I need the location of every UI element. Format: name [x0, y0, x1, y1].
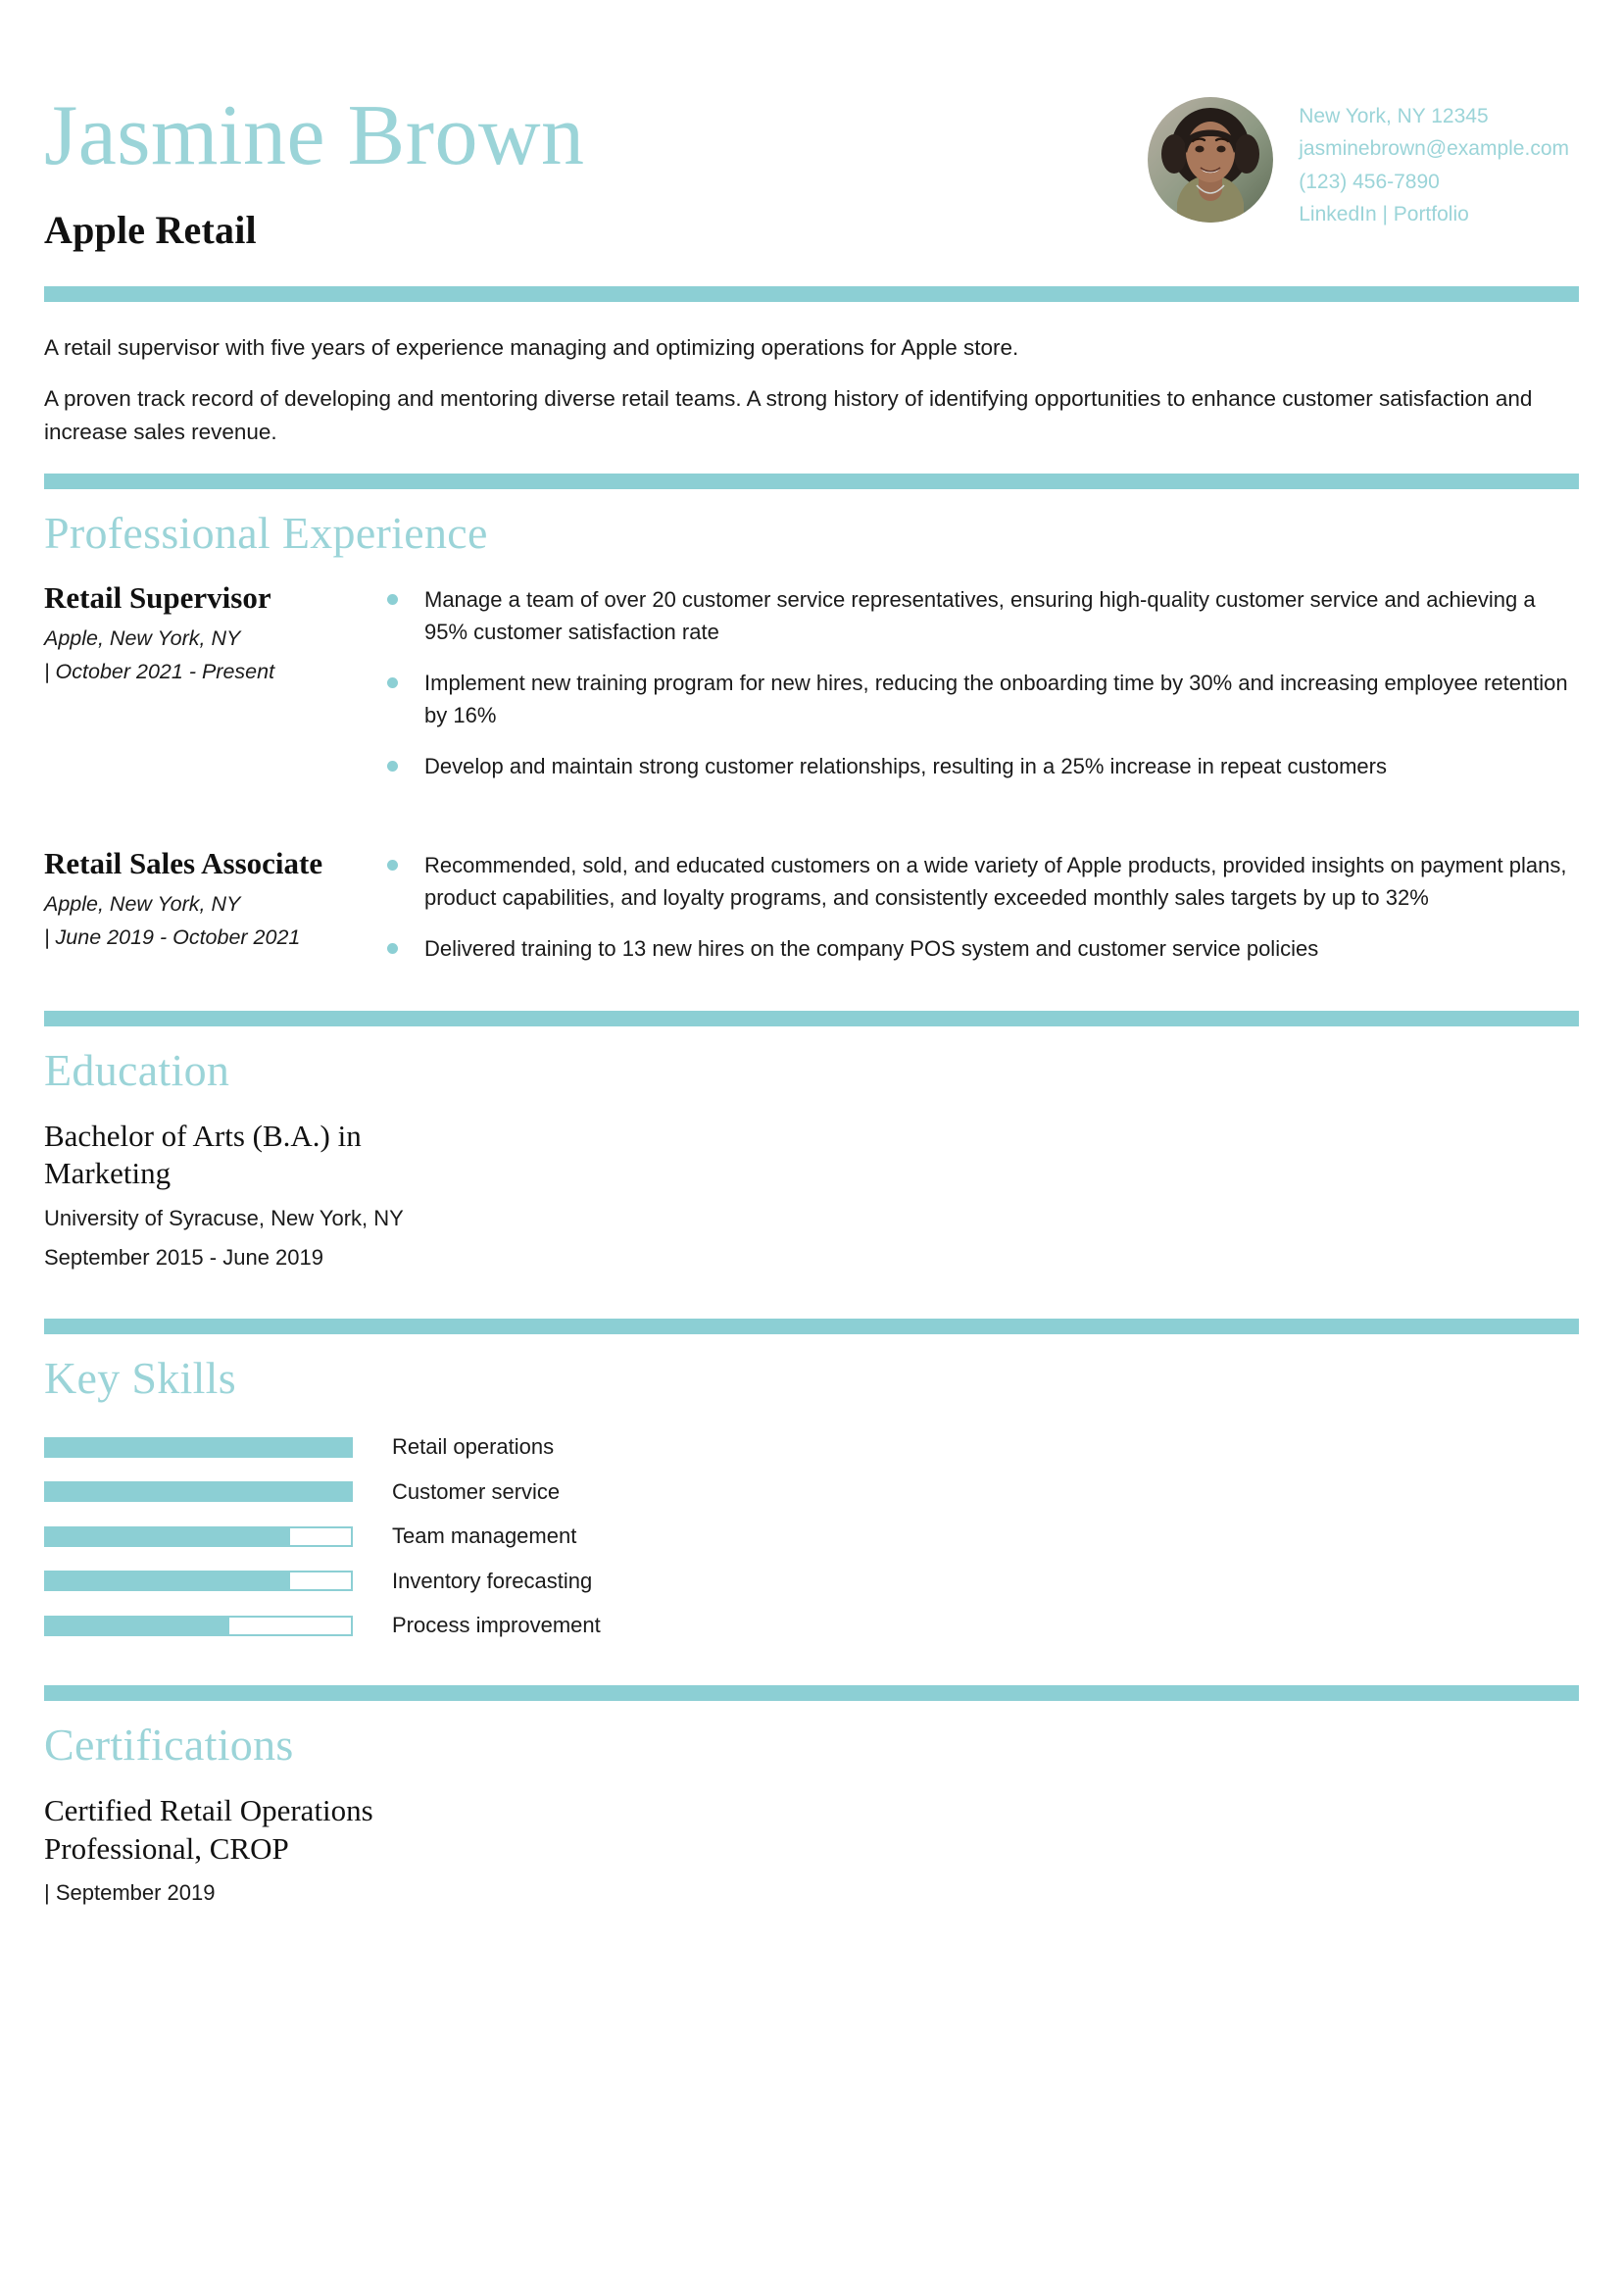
contact-links[interactable]: LinkedIn | Portfolio	[1299, 203, 1469, 226]
bullet-dot-icon	[387, 677, 398, 688]
skill-item	[44, 1612, 1579, 1640]
bullet-dot-icon	[387, 943, 398, 954]
header-subtitle: Apple Retail	[44, 208, 257, 252]
page-title: Jasmine Brown	[44, 88, 585, 183]
experience-heading: Professional Experience	[44, 508, 488, 559]
bullet-item	[387, 668, 1579, 731]
experience-meta	[44, 846, 387, 952]
spacer	[44, 821, 1579, 846]
contact-details	[1299, 97, 1569, 228]
skill-level-fill	[46, 1439, 351, 1456]
skill-level-bar	[44, 1481, 353, 1502]
skill-level-fill	[46, 1572, 290, 1589]
skill-level-bar	[44, 1526, 353, 1547]
bullet-dot-icon	[387, 594, 398, 605]
spacer	[44, 253, 1579, 286]
skills-list	[44, 1425, 1579, 1640]
skill-level-fill	[46, 1528, 290, 1545]
bullet-text: Recommended, sold, and educated customers on a wide variety of Apple products, provided insights on payment plans, product capabilities, and loyalty programs, and consistently exceeded monthly sales targets by up to 32%	[424, 852, 1567, 910]
header-identity	[44, 83, 585, 253]
education-dates: September 2015 - June 2019	[44, 1245, 323, 1271]
experience-role: Retail Sales Associate	[44, 845, 323, 880]
bullet-item	[387, 933, 1579, 966]
skill-item	[44, 1568, 1579, 1596]
divider-header	[44, 286, 1579, 302]
skill-label: Process improvement	[392, 1613, 601, 1638]
divider-experience	[44, 474, 1579, 489]
skill-level-bar	[44, 1437, 353, 1458]
experience-bullets	[387, 846, 1579, 966]
bullet-text: Implement new training program for new hires, reducing the onboarding time by 30% and increasing employee retention by 16%	[424, 671, 1568, 727]
experience-entry	[44, 846, 1579, 966]
avatar	[1148, 97, 1273, 223]
skill-item	[44, 1478, 1579, 1507]
certifications-section	[44, 1701, 1579, 1909]
skill-level-bar	[44, 1616, 353, 1636]
experience-company: Apple, New York, NY	[44, 625, 241, 650]
bullet-item	[387, 584, 1579, 648]
skills-heading: Key Skills	[44, 1352, 236, 1403]
divider-skills	[44, 1319, 1579, 1334]
bullet-item	[387, 850, 1579, 914]
bullet-dot-icon	[387, 761, 398, 772]
contact-phone[interactable]: (123) 456-7890	[1299, 170, 1440, 193]
certification-date: | September 2019	[44, 1880, 216, 1906]
bullet-text: Delivered training to 13 new hires on the company POS system and customer service policies	[424, 936, 1319, 962]
skill-label: Retail operations	[392, 1433, 555, 1459]
divider-education	[44, 1011, 1579, 1026]
divider-certifications	[44, 1685, 1579, 1701]
summary-section	[44, 302, 1579, 474]
experience-entry	[44, 580, 1579, 783]
certification-name: Certified Retail Operations Professional, CROP	[44, 1792, 373, 1866]
skill-item	[44, 1433, 1579, 1462]
experience-section	[44, 489, 1579, 965]
skills-section	[44, 1334, 1579, 1640]
bullet-text: Develop and maintain strong customer relationships, resulting in a 25% increase in repeat customers	[424, 754, 1387, 779]
skill-item	[44, 1522, 1579, 1551]
skill-label: Inventory forecasting	[392, 1568, 593, 1593]
skill-level-fill	[46, 1618, 229, 1634]
certifications-heading: Certifications	[44, 1719, 294, 1770]
contact-location: New York, NY 12345	[1299, 105, 1489, 127]
spacer	[44, 1273, 1579, 1319]
skill-level-fill	[46, 1483, 351, 1500]
education-section	[44, 1026, 1579, 1273]
experience-company: Apple, New York, NY	[44, 891, 241, 916]
contact-email[interactable]: jasminebrown@example.com	[1299, 137, 1569, 161]
spacer	[44, 1640, 1579, 1685]
bullet-text: Manage a team of over 20 customer service representatives, ensuring high-quality customer service and achieving a 95% customer satisfaction rate	[424, 587, 1536, 644]
skill-label: Team management	[392, 1523, 577, 1549]
header-contact-block	[1148, 83, 1579, 228]
experience-bullets	[387, 580, 1579, 783]
experience-dates: | June 2019 - October 2021	[44, 924, 301, 949]
education-entry	[44, 1118, 436, 1273]
education-school: University of Syracuse, New York, NY	[44, 1206, 404, 1231]
education-heading: Education	[44, 1044, 230, 1095]
experience-meta	[44, 580, 387, 686]
experience-role: Retail Supervisor	[44, 580, 271, 616]
skill-label: Customer service	[392, 1478, 561, 1504]
resume-header	[44, 0, 1579, 253]
bullet-item	[387, 751, 1579, 783]
bullet-dot-icon	[387, 860, 398, 871]
spacer	[44, 966, 1579, 1011]
summary-paragraph-2: A proven track record of developing and mentoring diverse retail teams. A strong history of identifying opportunities to enhance customer satisfaction and increase sales revenue.	[44, 385, 1533, 444]
certification-entry	[44, 1792, 456, 1909]
experience-dates: | October 2021 - Present	[44, 659, 275, 683]
skill-level-bar	[44, 1571, 353, 1591]
education-degree: Bachelor of Arts (B.A.) in Marketing	[44, 1118, 362, 1191]
summary-paragraph-1: A retail supervisor with five years of experience managing and optimizing operations for Apple store.	[44, 335, 1019, 360]
